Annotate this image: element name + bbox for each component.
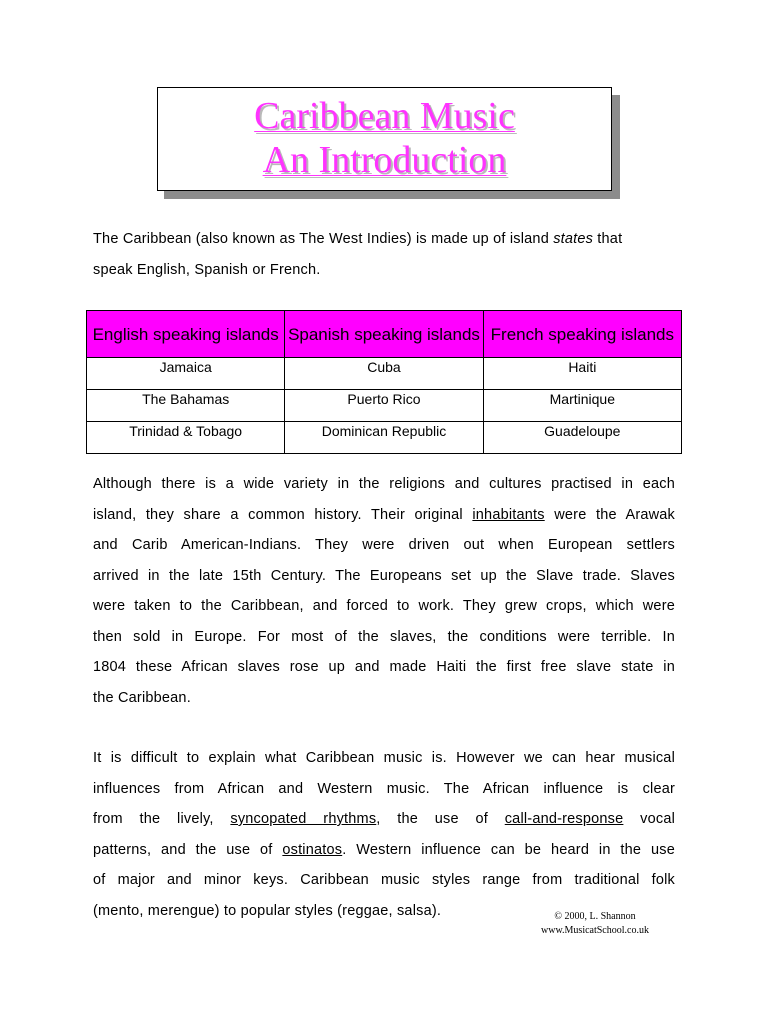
footer-credit	[520, 910, 670, 938]
table-row	[87, 422, 682, 454]
table-cell: The Bahamas	[87, 390, 285, 422]
header-english: English speaking islands	[87, 311, 285, 358]
intro-line-1: The Caribbean (also known as The West Indies) is made up of island states that	[93, 231, 623, 247]
intro-line-2: speak English, Spanish or French.	[93, 261, 321, 278]
music-line: patterns, and the use of ostinatos. Western influence can be heard in the use	[93, 841, 675, 858]
music-line: It is difficult to explain what Caribbean music is. However we can hear musical	[93, 750, 675, 766]
history-line: then sold in Europe. For most of the slaves, the conditions were terrible. In	[93, 628, 675, 645]
history-line: the Caribbean.	[93, 689, 191, 706]
music-line: of major and minor keys. Caribbean music styles range from traditional folk	[93, 872, 675, 888]
history-line: Although there is a wide variety in the religions and cultures practised in each	[93, 476, 675, 492]
table-cell: Puerto Rico	[285, 390, 483, 422]
table-cell: Haiti	[483, 358, 681, 390]
underlined-term-call-and-response: call-and-response	[504, 811, 624, 827]
music-line: influences from African and Western music. The African influence is clear	[93, 780, 675, 797]
islands-table	[86, 310, 682, 454]
history-line: and Carib American-Indians. They were driven out when European settlers	[93, 537, 675, 553]
history-line: 1804 these African slaves rose up and made Haiti the first free slave state in	[93, 659, 675, 675]
emphasis-states: states	[553, 231, 594, 247]
history-line: were taken to the Caribbean, and forced to work. They grew crops, which were	[93, 598, 675, 614]
table-cell: Martinique	[483, 390, 681, 422]
table-cell: Cuba	[285, 358, 483, 390]
table-cell: Trinidad & Tobago	[87, 422, 285, 454]
music-paragraph	[93, 748, 675, 931]
history-line: island, they share a common history. Their original inhabitants were the Arawak	[93, 506, 676, 523]
music-line: from the lively, syncopated rhythms, the use of call-and-response vocal	[93, 811, 676, 827]
underlined-term-inhabitants: inhabitants	[472, 506, 545, 523]
underlined-term-syncopated-rhythms: syncopated rhythms	[230, 811, 377, 827]
table-cell: Jamaica	[87, 358, 285, 390]
intro-paragraph	[93, 229, 675, 290]
table-header-row	[87, 311, 682, 358]
music-line: (mento, merengue) to popular styles (reggae, salsa).	[93, 902, 442, 919]
underlined-term-ostinatos: ostinatos	[282, 841, 343, 858]
page-subtitle: An Introduction	[262, 139, 507, 181]
table-row	[87, 390, 682, 422]
copyright-text: © 2000, L. Shannon	[554, 911, 636, 922]
title-box	[157, 87, 612, 191]
table-cell: Dominican Republic	[285, 422, 483, 454]
header-spanish: Spanish speaking islands	[285, 311, 483, 358]
page-title: Caribbean Music	[254, 95, 515, 137]
table-cell: Guadeloupe	[483, 422, 681, 454]
table-row	[87, 358, 682, 390]
website-text: www.MusicatSchool.co.uk	[541, 925, 649, 936]
history-line: arrived in the late 15th Century. The Europeans set up the Slave trade. Slaves	[93, 567, 675, 584]
header-french: French speaking islands	[483, 311, 681, 358]
history-paragraph	[93, 474, 675, 718]
